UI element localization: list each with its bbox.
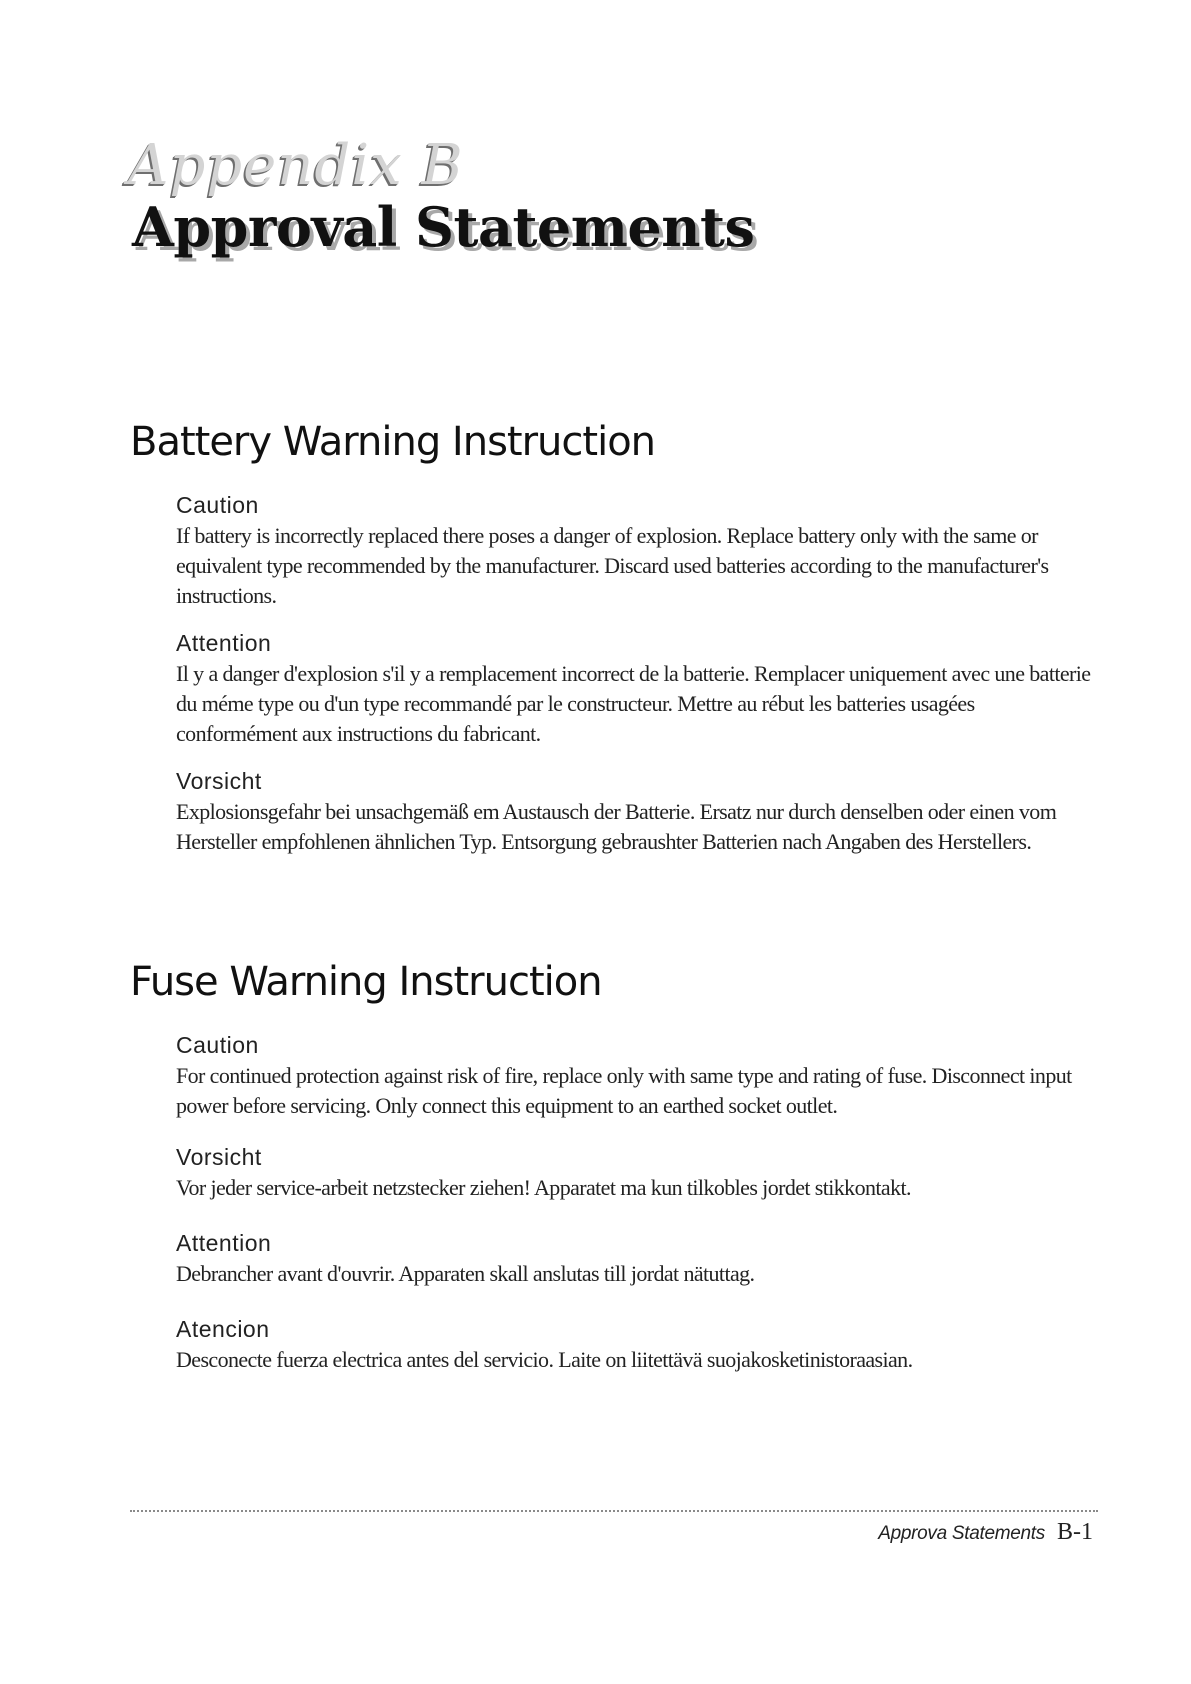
footer-divider [130,1510,1098,1512]
battery-section-heading: Battery Warning Instruction [130,419,656,465]
fuse-atencion-text: Desconecte fuerza electrica antes del servicio. Laite on liitettävä suojakosketinistoraasian. [176,1347,913,1372]
page-footer [878,1519,1093,1546]
fuse-caution-title: Caution [176,1032,259,1058]
fuse-vorsicht-text: Vor jeder service-arbeit netzstecker ziehen! Apparatet ma kun tilkobles jordet stikkontakt. [176,1175,911,1200]
footer-page-number: B-1 [1057,1519,1093,1545]
battery-caution-title: Caution [176,492,259,518]
fuse-attention-block [176,1229,1096,1289]
page-title: Approval Statements [132,195,755,259]
battery-caution-text: If battery is incorrectly replaced there poses a danger of explosion. Replace battery only with the same or equivalent type recommended by the manufacturer. Discard used batteries according to the manufacturer's instructions. [176,523,1049,608]
battery-attention-block [176,629,1096,749]
fuse-vorsicht-block [176,1143,1096,1203]
fuse-attention-text: Debrancher avant d'ouvrir. Apparaten skall anslutas till jordat nätuttag. [176,1261,755,1286]
battery-attention-text: Il y a danger d'explosion s'il y a remplacement incorrect de la batterie. Remplacer uniquement avec une batterie du méme type ou d'un type recommandé par le constructeur. Mettre au rébut les batteries usagées conformément aux instructions du fabricant. [176,661,1091,746]
battery-vorsicht-text: Explosionsgefahr bei unsachgemäß em Austausch der Batterie. Ersatz nur durch denselben oder einen vom Hersteller empfohlenen ähnlichen Typ. Entsorgung gebraushter Batterien nach Angaben des Herstellers. [176,799,1057,854]
fuse-vorsicht-title: Vorsicht [176,1144,262,1170]
battery-vorsicht-block [176,767,1096,857]
appendix-label: Appendix B [128,133,464,198]
fuse-caution-block [176,1031,1096,1121]
fuse-atencion-block [176,1315,1096,1375]
fuse-caution-text: For continued protection against risk of fire, replace only with same type and rating of fuse. Disconnect input power before servicing. Only connect this equipment to an earthed socket outlet. [176,1063,1072,1118]
footer-section-title: Approva Statements [878,1523,1045,1544]
fuse-attention-title: Attention [176,1230,272,1256]
battery-caution-block [176,491,1096,611]
battery-attention-title: Attention [176,630,272,656]
fuse-atencion-title: Atencion [176,1316,270,1342]
fuse-section-heading: Fuse Warning Instruction [130,959,602,1005]
battery-vorsicht-title: Vorsicht [176,768,262,794]
